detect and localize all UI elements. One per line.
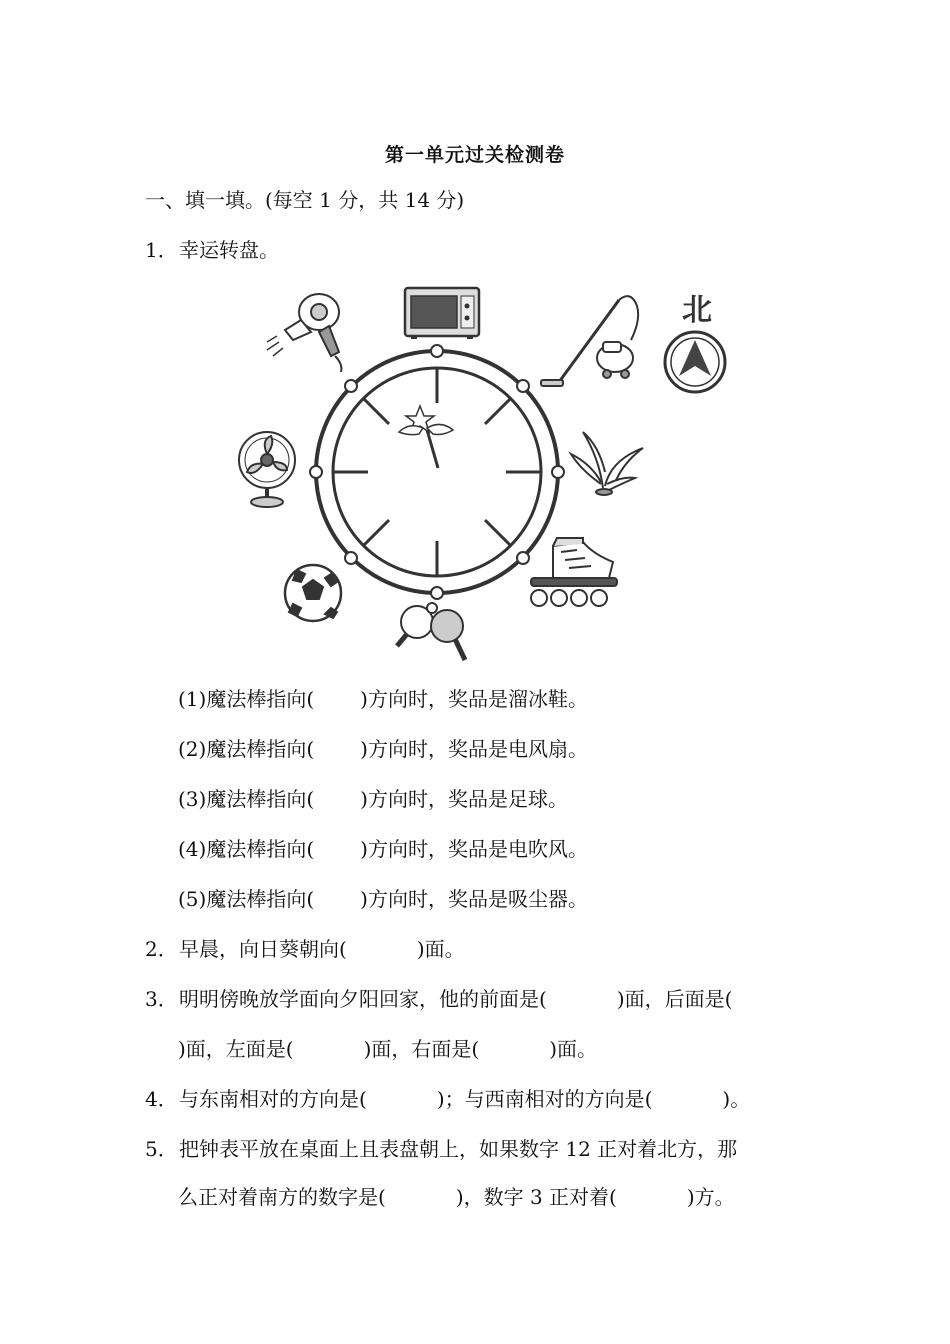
- question-text: 把钟表平放在桌面上且表盘朝上，如果数字 12 正对着北方，那: [179, 1137, 738, 1161]
- question-number: 1．: [145, 238, 178, 262]
- plant-icon: [571, 432, 643, 495]
- question-text: )方。: [686, 1185, 735, 1209]
- item-text: )方向时，奖品是电吹风。: [360, 837, 588, 861]
- item-text: )方向时，奖品是溜冰鞋。: [360, 687, 588, 711]
- question-3: [145, 985, 732, 1013]
- question-text: 幸运转盘。: [179, 238, 279, 262]
- q1-item-1: [178, 685, 588, 713]
- question-text: 与东南相对的方向是(: [179, 1087, 367, 1111]
- question-1: [145, 236, 279, 264]
- item-text: )方向时，奖品是吸尘器。: [360, 887, 588, 911]
- question-text: )，数字 3 正对着(: [455, 1185, 617, 1209]
- section-heading: 一、填一填。(每空 1 分，共 14 分): [145, 188, 465, 212]
- q1-item-2: [178, 735, 588, 763]
- item-text: (1)魔法棒指向(: [178, 687, 315, 711]
- roller-skate-icon: [531, 538, 617, 606]
- item-text: )方向时，奖品是足球。: [360, 787, 568, 811]
- question-number: 5．: [145, 1137, 178, 1161]
- question-text: )面。: [416, 937, 465, 961]
- question-number: 4．: [145, 1087, 178, 1111]
- question-text: )；与西南相对的方向是(: [436, 1087, 653, 1111]
- page-title: 第一单元过关检测卷: [384, 144, 565, 166]
- wheel-spokes: [333, 368, 541, 576]
- question-text: )面，右面是(: [363, 1037, 480, 1061]
- q1-item-3: [178, 785, 568, 813]
- question-text: )面。: [549, 1037, 598, 1061]
- question-number: 2．: [145, 937, 178, 961]
- question-text: )。: [722, 1087, 751, 1111]
- item-text: )方向时，奖品是电风扇。: [360, 737, 588, 761]
- question-3-cont: [178, 1035, 597, 1063]
- question-2: [145, 935, 465, 963]
- question-5: [145, 1135, 737, 1163]
- item-text: (2)魔法棒指向(: [178, 737, 315, 761]
- lucky-wheel-figure: [235, 278, 735, 670]
- question-text: )面，后面是(: [616, 987, 733, 1011]
- question-text: 么正对着南方的数字是(: [178, 1185, 386, 1209]
- question-text: 明明傍晚放学面向夕阳回家，他的前面是(: [179, 987, 547, 1011]
- q1-item-5: [178, 885, 588, 913]
- compass-label: 北: [682, 293, 712, 328]
- microwave-icon: [405, 288, 479, 339]
- fan-icon: [239, 432, 295, 507]
- hair-dryer-icon: [267, 294, 341, 372]
- item-text: (5)魔法棒指向(: [178, 887, 315, 911]
- magic-wand-icon: [399, 406, 453, 468]
- question-5-cont: [178, 1183, 735, 1211]
- question-4: [145, 1085, 750, 1113]
- question-text: 早晨，向日葵朝向(: [179, 937, 347, 961]
- north-compass: [665, 293, 725, 392]
- vacuum-icon: [541, 296, 638, 386]
- item-text: (4)魔法棒指向(: [178, 837, 315, 861]
- ping-pong-icon: [397, 603, 465, 660]
- q1-item-4: [178, 835, 588, 863]
- item-text: (3)魔法棒指向(: [178, 787, 315, 811]
- question-number: 3．: [145, 987, 178, 1011]
- question-text: )面，左面是(: [178, 1037, 294, 1061]
- soccer-ball-icon: [285, 565, 341, 621]
